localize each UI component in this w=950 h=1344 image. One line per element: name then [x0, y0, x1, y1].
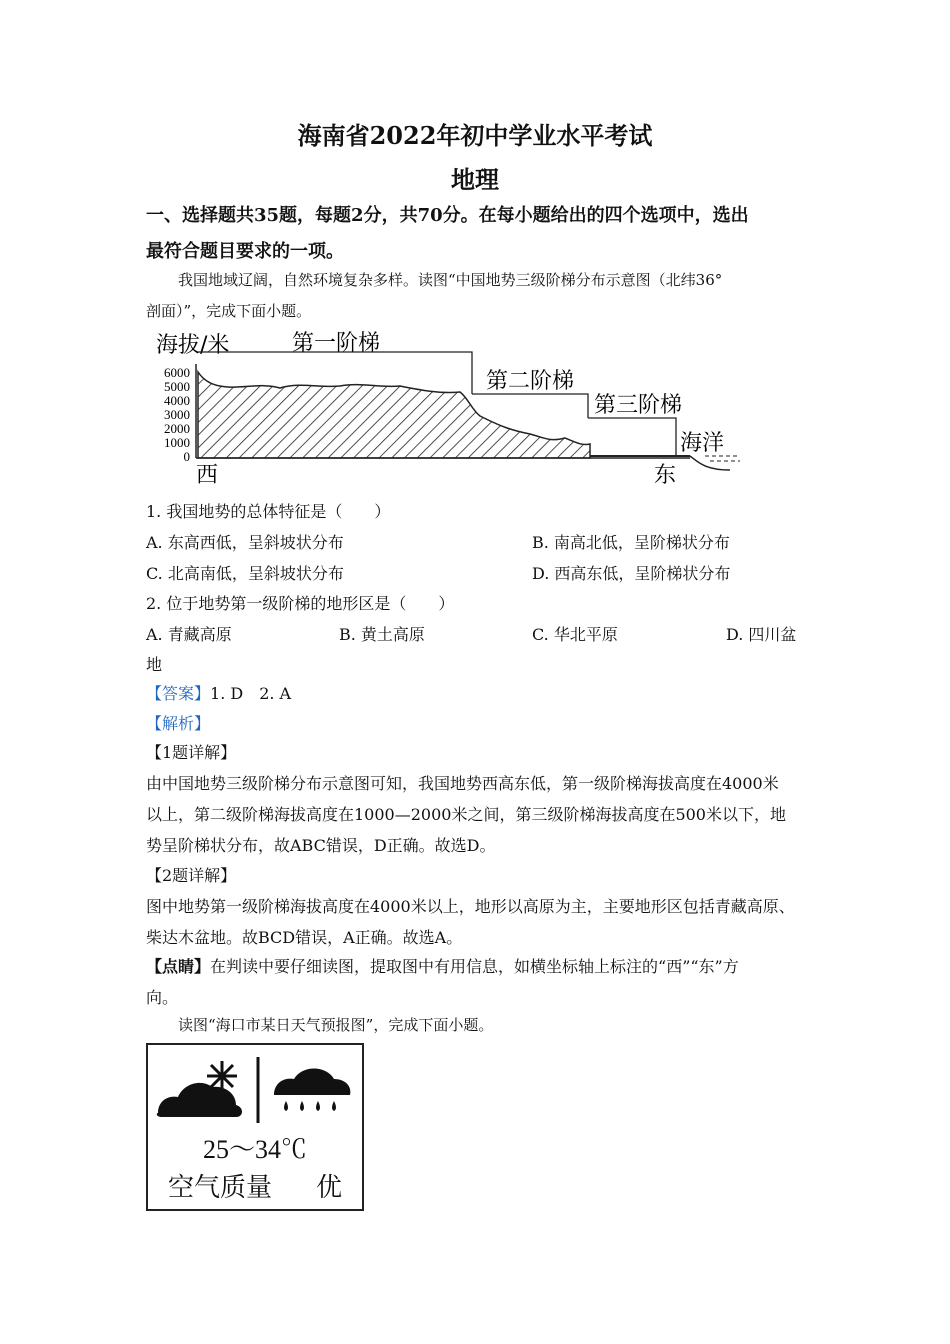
intro1-line1: 我国地域辽阔，自然环境复杂多样。读图“中国地势三级阶梯分布示意图（北纬36° [178, 271, 723, 289]
continental-shelf [690, 456, 730, 470]
intro1-line2: 剖面）”，完成下面小题。 [146, 302, 312, 320]
terrain-profile-figure [150, 330, 750, 490]
y-tick: 1000 [164, 435, 190, 450]
west-label: 西 [196, 463, 219, 488]
detail-1-head: 【1题详解】 [146, 743, 237, 762]
y-tick: 4000 [164, 393, 190, 408]
weather-forecast-box [146, 1043, 364, 1211]
q1-option-b: B. 南高北低，呈阶梯状分布 [532, 533, 730, 552]
air-quality-value: 优 [316, 1173, 343, 1203]
step2-label: 第二阶梯 [486, 369, 575, 394]
answer-line [146, 678, 806, 709]
cloud-icon [157, 1083, 242, 1117]
detail-1-line: 以上，第二级阶梯海拔高度在1000—2000米之间，第三级阶梯海拔高度在500米以下，地 [146, 805, 786, 824]
q1-option-a: A. 东高西低，呈斜坡状分布 [146, 533, 344, 552]
q2-option-b: B. 黄土高原 [339, 625, 425, 644]
q2-option-a: A. 青藏高原 [146, 625, 232, 644]
detail-1-line: 由中国地势三级阶梯分布示意图可知，我国地势西高东低，第一级阶梯海拔高度在4000米 [146, 774, 779, 793]
q1-option-d: D. 西高东低，呈阶梯状分布 [532, 564, 731, 583]
detail-2-head: 【2题详解】 [146, 866, 237, 885]
step3-box [588, 418, 676, 456]
step3-label: 第三阶梯 [594, 393, 683, 418]
tip [146, 951, 806, 1013]
detail-1-line: 势呈阶梯状分布，故ABC错误，D正确。故选D。 [146, 836, 496, 855]
air-quality-label: 空气质量 [168, 1173, 273, 1203]
intro-paragraph-1 [146, 265, 806, 327]
section-heading [146, 198, 806, 270]
sun-icon [207, 1061, 237, 1091]
y-axis-label: 海拔/米 [156, 333, 230, 358]
q2-option-c: C. 华北平原 [532, 625, 618, 644]
rain-cloud-icon [274, 1069, 350, 1112]
subject-title: 地理 [451, 165, 499, 194]
y-tick: 2000 [164, 421, 190, 436]
answer-tag: 【答案】 [146, 684, 211, 703]
step1-label: 第一阶梯 [292, 331, 381, 356]
q2-option-d: D. 四川盆 [726, 625, 797, 644]
weather-icons [152, 1051, 362, 1131]
y-tick: 5000 [164, 379, 190, 394]
answer-text: 1. D 2. A [210, 684, 292, 703]
detail-2 [146, 860, 806, 953]
east-label: 东 [654, 463, 677, 488]
intro-paragraph-2: 读图“海口市某日天气预报图”，完成下面小题。 [178, 1016, 494, 1034]
tip-head: 【点睛】 [146, 957, 211, 976]
detail-2-line: 柴达木盆地。故BCD错误，A正确。故选A。 [146, 928, 463, 947]
section-heading-line2: 最符合题目要求的一项。 [146, 241, 344, 262]
detail-2-line: 图中地势第一级阶梯海拔高度在4000米以上，地形以高原为主，主要地形区包括青藏高原、 [146, 897, 795, 916]
q2-option-d-wrap: 地 [146, 655, 163, 674]
y-tick: 6000 [164, 365, 190, 380]
q1-option-c: C. 北高南低，呈斜坡状分布 [146, 564, 344, 583]
sea-label: 海洋 [680, 431, 725, 456]
y-tick: 0 [183, 449, 190, 464]
analysis-tag: 【解析】 [146, 714, 211, 733]
temperature-range: 25～34℃ [202, 1135, 307, 1164]
question-1-stem: 1. 我国地势的总体特征是（ ） [146, 502, 391, 521]
tip-line: 在判读中要仔细读图，提取图中有用信息，如横坐标轴上标注的“西”“东”方 [210, 957, 739, 976]
detail-1 [146, 737, 806, 861]
section-heading-line1: 一、选择题共35题，每题2分，共70分。在每小题给出的四个选项中，选出 [146, 205, 749, 226]
question-2-stem: 2. 位于地势第一级阶梯的地形区是（ ） [146, 594, 455, 613]
page-title: 海南省2022年初中学业水平考试 [297, 121, 653, 150]
y-tick: 3000 [164, 407, 190, 422]
tip-line: 向。 [146, 988, 179, 1007]
step2-box [472, 394, 588, 418]
